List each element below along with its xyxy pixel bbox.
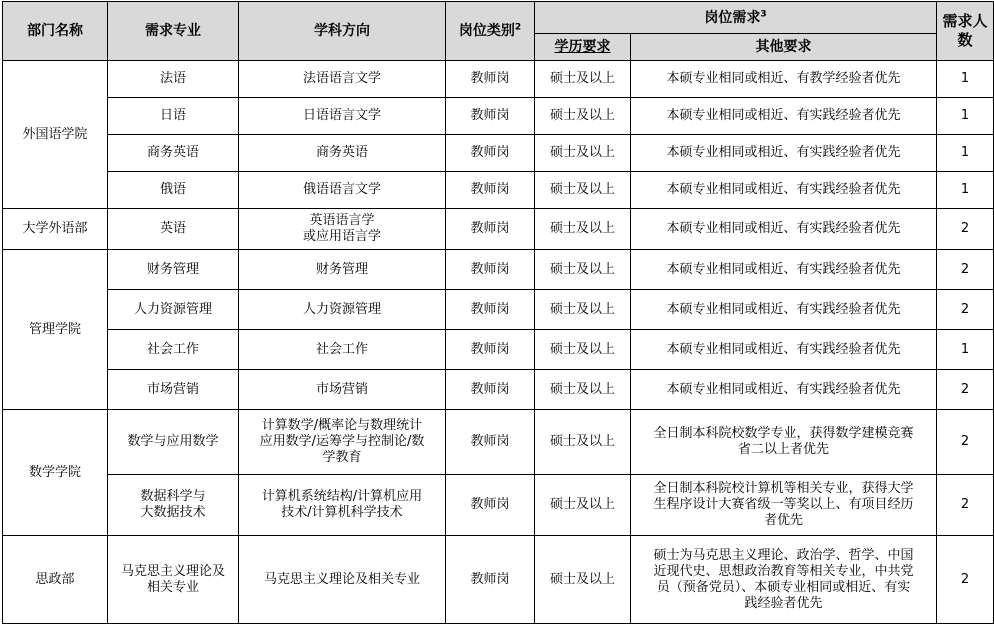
major-cell: 英语 <box>108 209 239 250</box>
major-cell: 市场营销 <box>108 370 239 410</box>
post-cell: 教师岗 <box>446 172 535 209</box>
edu-cell: 硕士及以上 <box>535 475 631 536</box>
major-cell: 人力资源管理 <box>108 290 239 330</box>
edu-cell: 硕士及以上 <box>535 172 631 209</box>
post-cell: 教师岗 <box>446 475 535 536</box>
other-cell: 本硕专业相同或相近、有实践经验者优先 <box>631 98 937 135</box>
count-cell: 1 <box>937 330 994 370</box>
table-row <box>3 290 994 330</box>
direction-cell: 俄语语言文学 <box>239 172 446 209</box>
other-cell: 全日制本科院校数学专业，获得数学建模竞赛 省二以上者优先 <box>631 410 937 475</box>
recruitment-table <box>2 1 994 624</box>
count-cell: 1 <box>937 172 994 209</box>
other-cell: 硕士为马克思主义理论、政治学、哲学、中国 近现代史、思想政治教育等相关专业，中共党 员（预备党员）、本硕专业相同或相近、有实 践经验者优先 <box>631 536 937 624</box>
table-row <box>3 209 994 250</box>
header-other: 其他要求 <box>631 34 937 61</box>
direction-cell: 人力资源管理 <box>239 290 446 330</box>
edu-cell: 硕士及以上 <box>535 61 631 98</box>
dept-cell: 数学学院 <box>3 410 108 536</box>
header-major: 需求专业 <box>108 2 239 61</box>
table-row <box>3 61 994 98</box>
edu-cell: 硕士及以上 <box>535 209 631 250</box>
edu-cell: 硕士及以上 <box>535 98 631 135</box>
count-cell: 2 <box>937 250 994 290</box>
other-cell: 本硕专业相同或相近、有实践经验者优先 <box>631 250 937 290</box>
post-cell: 教师岗 <box>446 98 535 135</box>
table-row <box>3 172 994 209</box>
major-cell: 财务管理 <box>108 250 239 290</box>
direction-cell: 财务管理 <box>239 250 446 290</box>
count-cell: 2 <box>937 475 994 536</box>
edu-cell: 硕士及以上 <box>535 290 631 330</box>
edu-cell: 硕士及以上 <box>535 410 631 475</box>
count-cell: 1 <box>937 135 994 172</box>
other-cell: 本硕专业相同或相近、有实践经验者优先 <box>631 135 937 172</box>
other-cell: 本硕专业相同或相近、有实践经验者优先 <box>631 209 937 250</box>
major-cell: 社会工作 <box>108 330 239 370</box>
table-row <box>3 250 994 290</box>
dept-cell: 思政部 <box>3 536 108 624</box>
post-cell: 教师岗 <box>446 135 535 172</box>
edu-cell: 硕士及以上 <box>535 536 631 624</box>
table-row <box>3 330 994 370</box>
direction-cell: 马克思主义理论及相关专业 <box>239 536 446 624</box>
major-cell: 日语 <box>108 98 239 135</box>
direction-cell: 社会工作 <box>239 330 446 370</box>
post-cell: 教师岗 <box>446 290 535 330</box>
other-cell: 本硕专业相同或相近、有教学经验者优先 <box>631 61 937 98</box>
other-cell: 本硕专业相同或相近、有实践经验者优先 <box>631 370 937 410</box>
post-cell: 教师岗 <box>446 61 535 98</box>
major-cell: 商务英语 <box>108 135 239 172</box>
direction-cell: 日语语言文学 <box>239 98 446 135</box>
direction-cell: 计算数学/概率论与数理统计 应用数学/运筹学与控制论/数 学教育 <box>239 410 446 475</box>
header-count: 需求人数 <box>937 2 994 61</box>
count-cell: 2 <box>937 410 994 475</box>
edu-cell: 硕士及以上 <box>535 370 631 410</box>
count-cell: 2 <box>937 209 994 250</box>
major-cell: 法语 <box>108 61 239 98</box>
other-cell: 本硕专业相同或相近、有实践经验者优先 <box>631 290 937 330</box>
table-row <box>3 370 994 410</box>
other-cell: 本硕专业相同或相近、有实践经验者优先 <box>631 330 937 370</box>
header-dept: 部门名称 <box>3 2 108 61</box>
other-cell: 本硕专业相同或相近、有实践经验者优先 <box>631 172 937 209</box>
dept-cell: 大学外语部 <box>3 209 108 250</box>
major-cell: 数据科学与 大数据技术 <box>108 475 239 536</box>
major-cell: 数学与应用数学 <box>108 410 239 475</box>
table-row <box>3 536 994 624</box>
count-cell: 2 <box>937 536 994 624</box>
count-cell: 1 <box>937 98 994 135</box>
count-cell: 2 <box>937 370 994 410</box>
table-row <box>3 135 994 172</box>
direction-cell: 市场营销 <box>239 370 446 410</box>
edu-cell: 硕士及以上 <box>535 330 631 370</box>
direction-cell: 计算机系统结构/计算机应用 技术/计算机科学技术 <box>239 475 446 536</box>
direction-cell: 英语语言学 或应用语言学 <box>239 209 446 250</box>
direction-cell: 商务英语 <box>239 135 446 172</box>
major-cell: 马克思主义理论及 相关专业 <box>108 536 239 624</box>
dept-cell: 管理学院 <box>3 250 108 410</box>
header-post-type: 岗位类别$^2$ <box>446 2 535 61</box>
dept-cell: 外国语学院 <box>3 61 108 209</box>
post-cell: 教师岗 <box>446 410 535 475</box>
table-row <box>3 410 994 475</box>
post-cell: 教师岗 <box>446 209 535 250</box>
direction-cell: 法语语言文学 <box>239 61 446 98</box>
post-cell: 教师岗 <box>446 330 535 370</box>
edu-cell: 硕士及以上 <box>535 135 631 172</box>
major-cell: 俄语 <box>108 172 239 209</box>
post-cell: 教师岗 <box>446 370 535 410</box>
post-cell: 教师岗 <box>446 536 535 624</box>
header-direction: 学科方向 <box>239 2 446 61</box>
table-row <box>3 98 994 135</box>
post-cell: 教师岗 <box>446 250 535 290</box>
header-education: 学历要求 <box>535 34 631 61</box>
count-cell: 2 <box>937 290 994 330</box>
table-row <box>3 475 994 536</box>
other-cell: 全日制本科院校计算机等相关专业，获得大学 生程序设计大赛省级一等奖以上、有项目经历 者优先 <box>631 475 937 536</box>
edu-cell: 硕士及以上 <box>535 250 631 290</box>
header-post-requirement: 岗位需求$^3$ <box>535 2 937 34</box>
count-cell: 1 <box>937 61 994 98</box>
